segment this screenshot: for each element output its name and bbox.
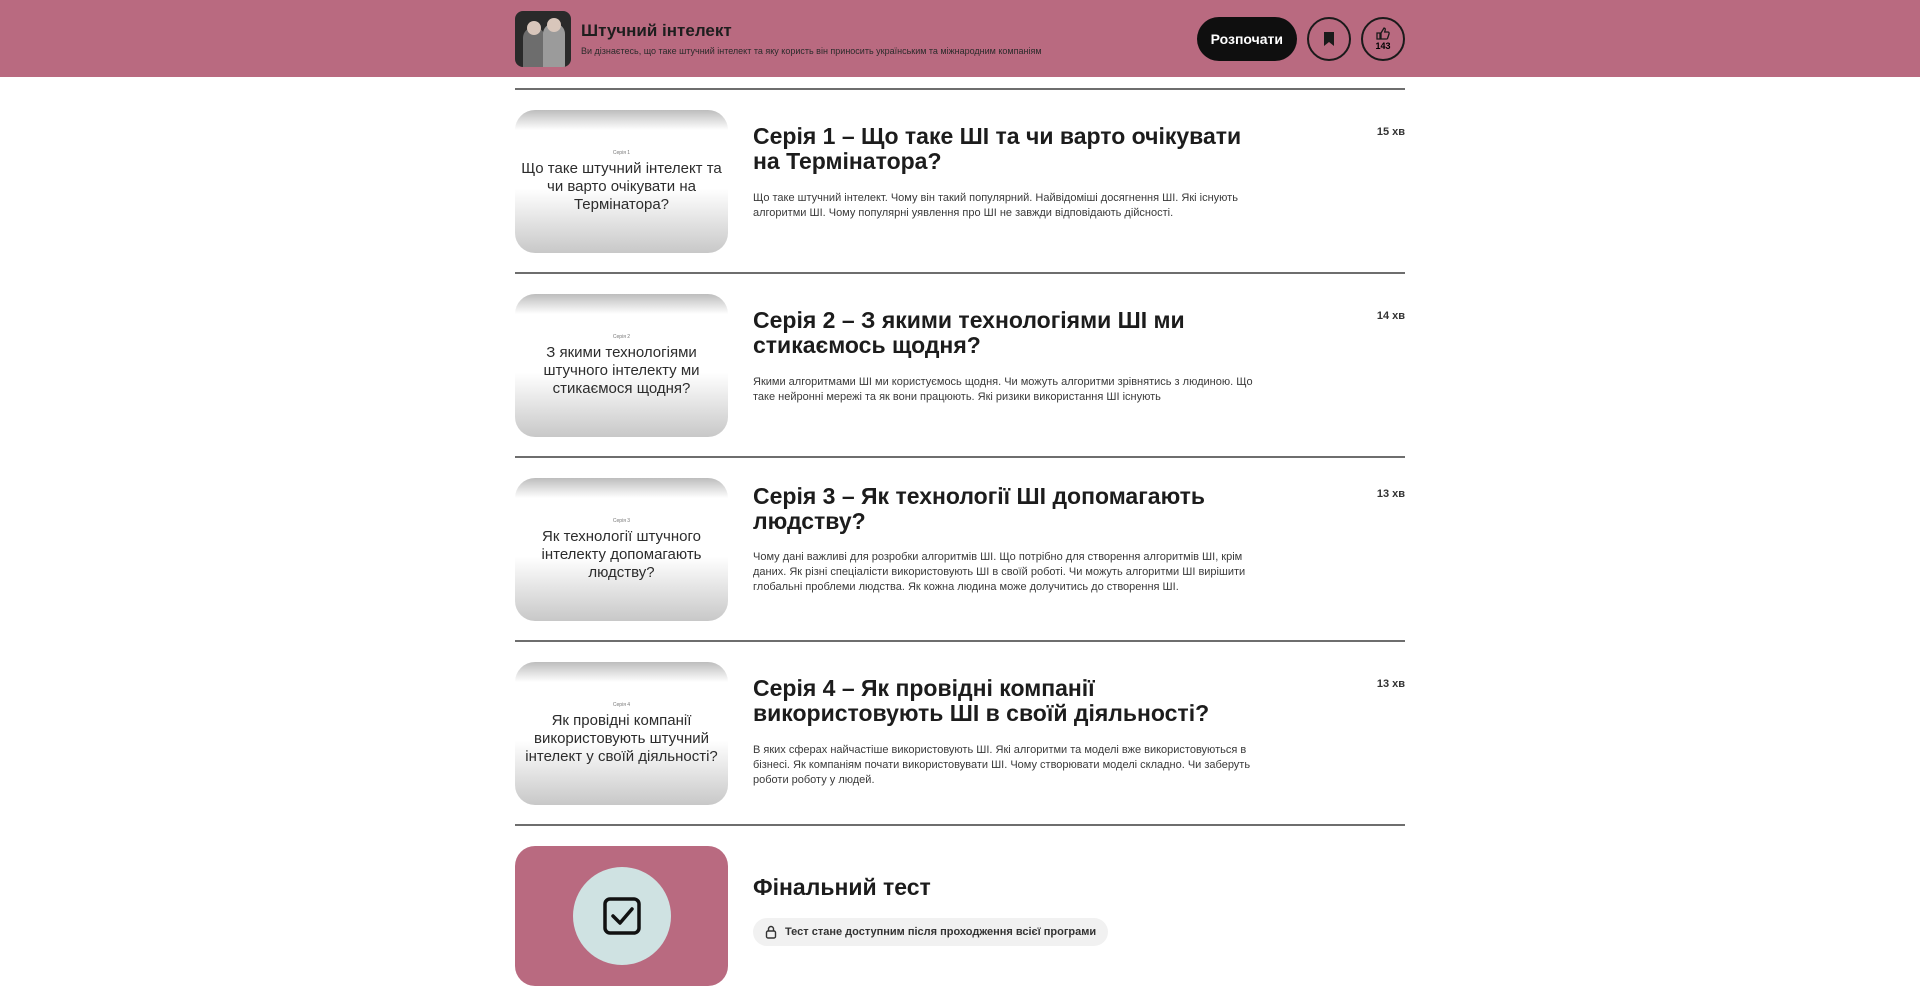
thumbnail-series-label: Серія 4 [612, 701, 631, 708]
episode-title[interactable]: Серія 2 – З якими технологіями ШІ ми стикаємось щодня? [753, 307, 1185, 358]
course-title: Штучний інтелект [581, 20, 732, 40]
thumbnail-series-label: Серія 2 [612, 333, 631, 340]
episode-description: Якими алгоритмами ШІ ми користуємось щодня. Чи можуть алгоритми зрівнятись з людиною. Що таке нейронні мережі та як вони працюють. Які ризики використання ШІ існують [753, 376, 1253, 403]
episode-duration: 15 хв [1376, 126, 1405, 138]
thumbnail-title: Як провідні компанії використовують штучний інтелект у своїй діяльності? [525, 711, 718, 765]
episode-duration: 14 хв [1376, 310, 1405, 322]
episode-thumbnail[interactable] [515, 662, 728, 805]
thumbnail-series-label: Серія 3 [612, 517, 631, 524]
episode-duration: 13 хв [1376, 488, 1405, 500]
person-head [547, 18, 561, 32]
checkbox-icon [601, 895, 643, 937]
episode-thumbnail[interactable] [515, 110, 728, 253]
start-button[interactable]: Розпочати [1197, 17, 1297, 61]
thumbnail-title: Як технології штучного інтелекту допомагають людству? [541, 527, 702, 581]
episode-description: Чому дані важливі для розробки алгоритмів ШІ. Що потрібно для створення алгоритмів ШІ, крім даних. Як різні спеціалісти використовують ШІ в своїй роботі. Чи можуть алгоритми ШІ вирішити глобальні проблеми людства. Як кожна людина може долучитись до створення ШІ. [753, 551, 1246, 593]
episode-item[interactable] [515, 272, 1405, 456]
episode-title[interactable]: Серія 1 – Що таке ШІ та чи варто очікувати на Термінатора? [753, 123, 1242, 174]
lock-icon [765, 925, 777, 939]
final-test-note [753, 918, 1108, 946]
final-test-icon-circle [573, 867, 671, 965]
thumbnail-title: З якими технологіями штучного інтелекту ми стикаємося щодня? [543, 343, 700, 397]
final-test-item[interactable] [515, 824, 1405, 984]
bookmark-button[interactable] [1307, 17, 1351, 61]
final-test-note-text: Тест стане доступним після проходження всієї програми [785, 926, 1097, 938]
episode-title[interactable]: Серія 4 – Як провідні компанії використовують ШІ в своїй діяльності? [753, 675, 1210, 726]
episode-item[interactable] [515, 456, 1405, 640]
episode-thumbnail[interactable] [515, 294, 728, 437]
thumbnail-series-label: Серія 1 [612, 149, 631, 156]
bookmark-icon [1322, 31, 1336, 47]
final-test-thumbnail[interactable] [515, 846, 728, 986]
header-content [515, 0, 1405, 77]
like-button[interactable] [1361, 17, 1405, 61]
course-info [581, 21, 1101, 57]
episode-list [515, 88, 1405, 984]
like-count: 143 [1375, 40, 1391, 51]
header-actions [1197, 17, 1405, 61]
course-thumbnail[interactable] [515, 11, 571, 67]
episode-thumbnail[interactable] [515, 478, 728, 621]
course-header [0, 0, 1920, 77]
episode-title[interactable]: Серія 3 – Як технології ШІ допомагають людству? [753, 483, 1206, 534]
final-test-title: Фінальний тест [753, 874, 931, 900]
episode-duration: 13 хв [1376, 678, 1405, 690]
episode-description: Що таке штучний інтелект. Чому він такий популярний. Найвідоміші досягнення ШІ. Які існують алгоритми ШІ. Чому популярні уявлення про ШІ не завжди відповідають дійсності. [753, 192, 1238, 219]
course-subtitle: Ви дізнаєтесь, що таке штучний інтелект та яку користь він приносить українським та міжнародним компаніям [581, 45, 1042, 56]
thumbnail-title: Що таке штучний інтелект та чи варто очікувати на Термінатора? [521, 159, 722, 213]
episode-item[interactable] [515, 88, 1405, 272]
episode-description: В яких сферах найчастіше використовують ШІ. Які алгоритми та моделі вже використовуються в бізнесі. Як компаніям почати використовувати ШІ. Чому створювати моделі складно. Чи заберуть роботи роботу у людей. [753, 744, 1251, 786]
episode-item[interactable] [515, 640, 1405, 824]
thumbs-up-icon [1376, 27, 1390, 40]
person-head [527, 21, 541, 35]
